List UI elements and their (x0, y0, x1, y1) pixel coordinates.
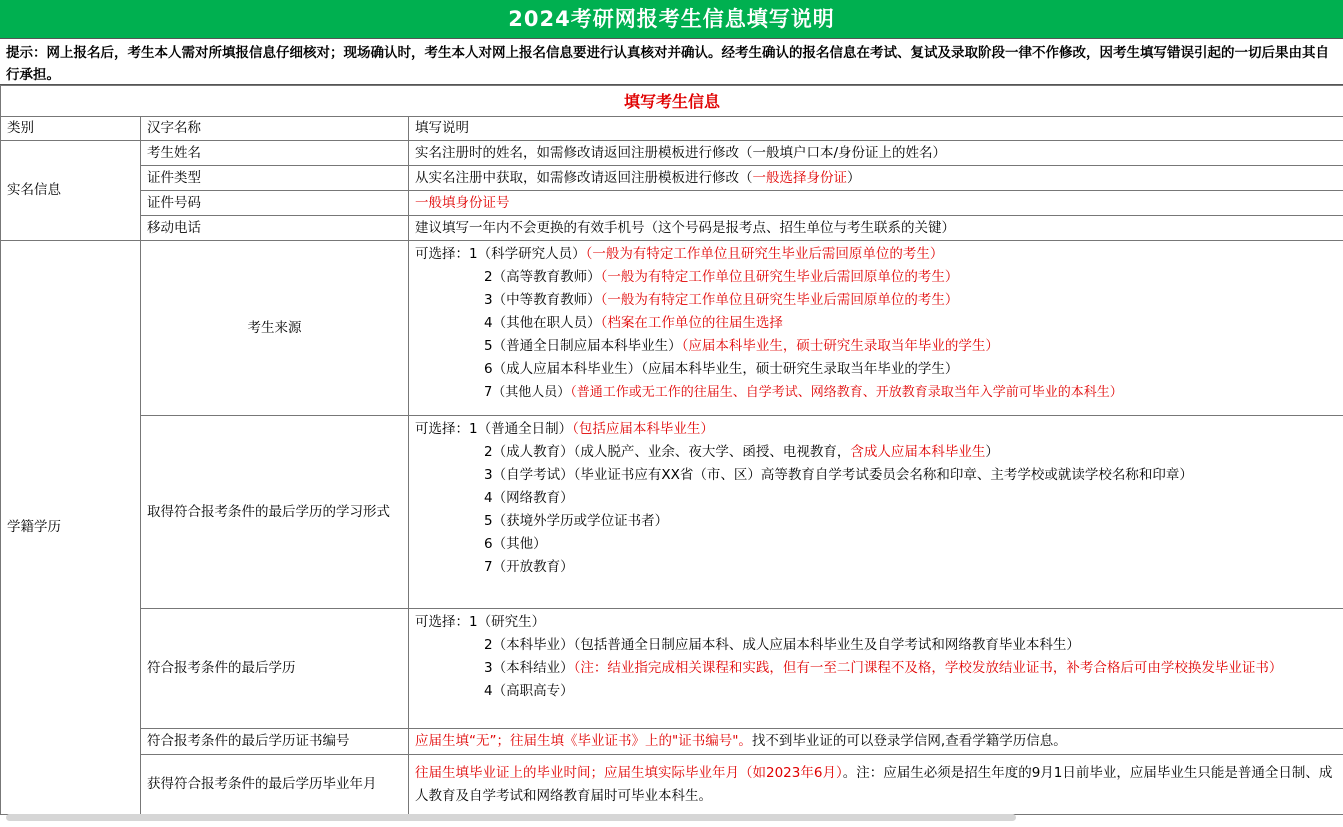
table-row (1, 755, 1343, 815)
section-title: 填写考生信息 (1, 86, 1343, 117)
table-row (1, 191, 1343, 216)
table-row (1, 141, 1343, 166)
table-row (1, 729, 1343, 755)
field-desc: 一般填身份证号 (409, 191, 1343, 216)
field-desc (409, 241, 1343, 416)
header-name: 汉字名称 (141, 117, 409, 141)
field-name: 符合报考条件的最后学历 (141, 609, 409, 729)
option-line: 3（中等教育教师）（一般为有特定工作单位且研究生毕业后需回原单位的考生） (484, 292, 959, 308)
option-line: 4（其他在职人员）（档案在工作单位的往届生选择 (484, 315, 783, 331)
option-line: 7（其他人员）（普通工作或无工作的往届生、自学考试、网络教育、开放教育录取当年入学前可毕业的本科生） (484, 385, 1123, 400)
field-name: 取得符合报考条件的最后学历的学习形式 (141, 416, 409, 609)
table-row (1, 241, 1343, 416)
option-line: 可选择：1（科学研究人员）（一般为有特定工作单位且研究生毕业后需回原单位的考生） (415, 246, 944, 262)
page-title: 2024考研网报考生信息填写说明 (0, 0, 1343, 39)
option-line: 4（高职高专） (484, 683, 574, 699)
field-desc (409, 609, 1343, 729)
header-row (1, 117, 1343, 141)
field-name: 考生姓名 (141, 141, 409, 166)
info-table (0, 85, 1343, 815)
option-line: 可选择：1（研究生） (415, 614, 546, 630)
header-desc: 填写说明 (409, 117, 1343, 141)
category-education: 学籍学历 (1, 241, 141, 815)
field-name: 考生来源 (141, 241, 409, 416)
option-line: 6（其他） (484, 536, 547, 552)
option-line: 7（开放教育） (484, 559, 574, 575)
option-line: 6（成人应届本科毕业生）（应届本科毕业生，硕士研究生录取当年毕业的学生） (484, 361, 959, 377)
table-row (1, 416, 1343, 609)
option-line: 2（成人教育）（成人脱产、业余、夜大学、函授、电视教育，含成人应届本科毕业生） (484, 444, 999, 460)
table-row (1, 166, 1343, 191)
option-line: 可选择：1（普通全日制）（包括应届本科毕业生） (415, 421, 714, 437)
field-name: 证件类型 (141, 166, 409, 191)
horizontal-scrollbar[interactable] (6, 814, 1016, 821)
table-row (1, 216, 1343, 241)
field-name: 证件号码 (141, 191, 409, 216)
category-realname: 实名信息 (1, 141, 141, 241)
field-desc: 应届生填“无”；往届生填《毕业证书》上的"证书编号"。找不到毕业证的可以登录学信网,查看学籍学历信息。 (409, 729, 1343, 755)
field-desc: 建议填写一年内不会更换的有效手机号（这个号码是报考点、招生单位与考生联系的关键） (409, 216, 1343, 241)
option-line: 5（普通全日制应届本科毕业生）（应届本科毕业生，硕士研究生录取当年毕业的学生） (484, 338, 999, 354)
option-line: 2（本科毕业）（包括普通全日制应届本科、成人应届本科毕业生及自学考试和网络教育毕业本科生） (484, 637, 1080, 653)
field-desc: 往届生填毕业证上的毕业时间；应届生填实际毕业年月（如2023年6月）。注：应届生必须是招生年度的9月1日前毕业，应届毕业生只能是普通全日制、成人教育及自学考试和网络教育届时可毕业本科生。 (409, 755, 1343, 815)
field-desc: 从实名注册中获取，如需修改请返回注册模板进行修改（一般选择身份证） (409, 166, 1343, 191)
table-row (1, 609, 1343, 729)
header-category: 类别 (1, 117, 141, 141)
option-line: 2（高等教育教师）（一般为有特定工作单位且研究生毕业后需回原单位的考生） (484, 269, 959, 285)
option-line: 3（自学考试）（毕业证书应有XX省（市、区）高等教育自学考试委员会名称和印章、主考学校或就读学校名称和印章） (484, 467, 1193, 483)
field-name: 获得符合报考条件的最后学历毕业年月 (141, 755, 409, 815)
field-name: 符合报考条件的最后学历证书编号 (141, 729, 409, 755)
option-line: 3（本科结业）（注：结业指完成相关课程和实践，但有一至二门课程不及格，学校发放结业证书，补考合格后可由学校换发毕业证书） (484, 660, 1283, 676)
notice-text: 提示：网上报名后，考生本人需对所填报信息仔细核对；现场确认时，考生本人对网上报名信息要进行认真核对并确认。经考生确认的报名信息在考试、复试及录取阶段一律不作修改，因考生填写错误引起的一切后果由其自行承担。 (0, 39, 1343, 85)
option-line: 5（获境外学历或学位证书者） (484, 513, 669, 529)
field-name: 移动电话 (141, 216, 409, 241)
option-line: 4（网络教育） (484, 490, 574, 506)
field-desc: 实名注册时的姓名，如需修改请返回注册模板进行修改（一般填户口本/身份证上的姓名） (409, 141, 1343, 166)
field-desc (409, 416, 1343, 609)
